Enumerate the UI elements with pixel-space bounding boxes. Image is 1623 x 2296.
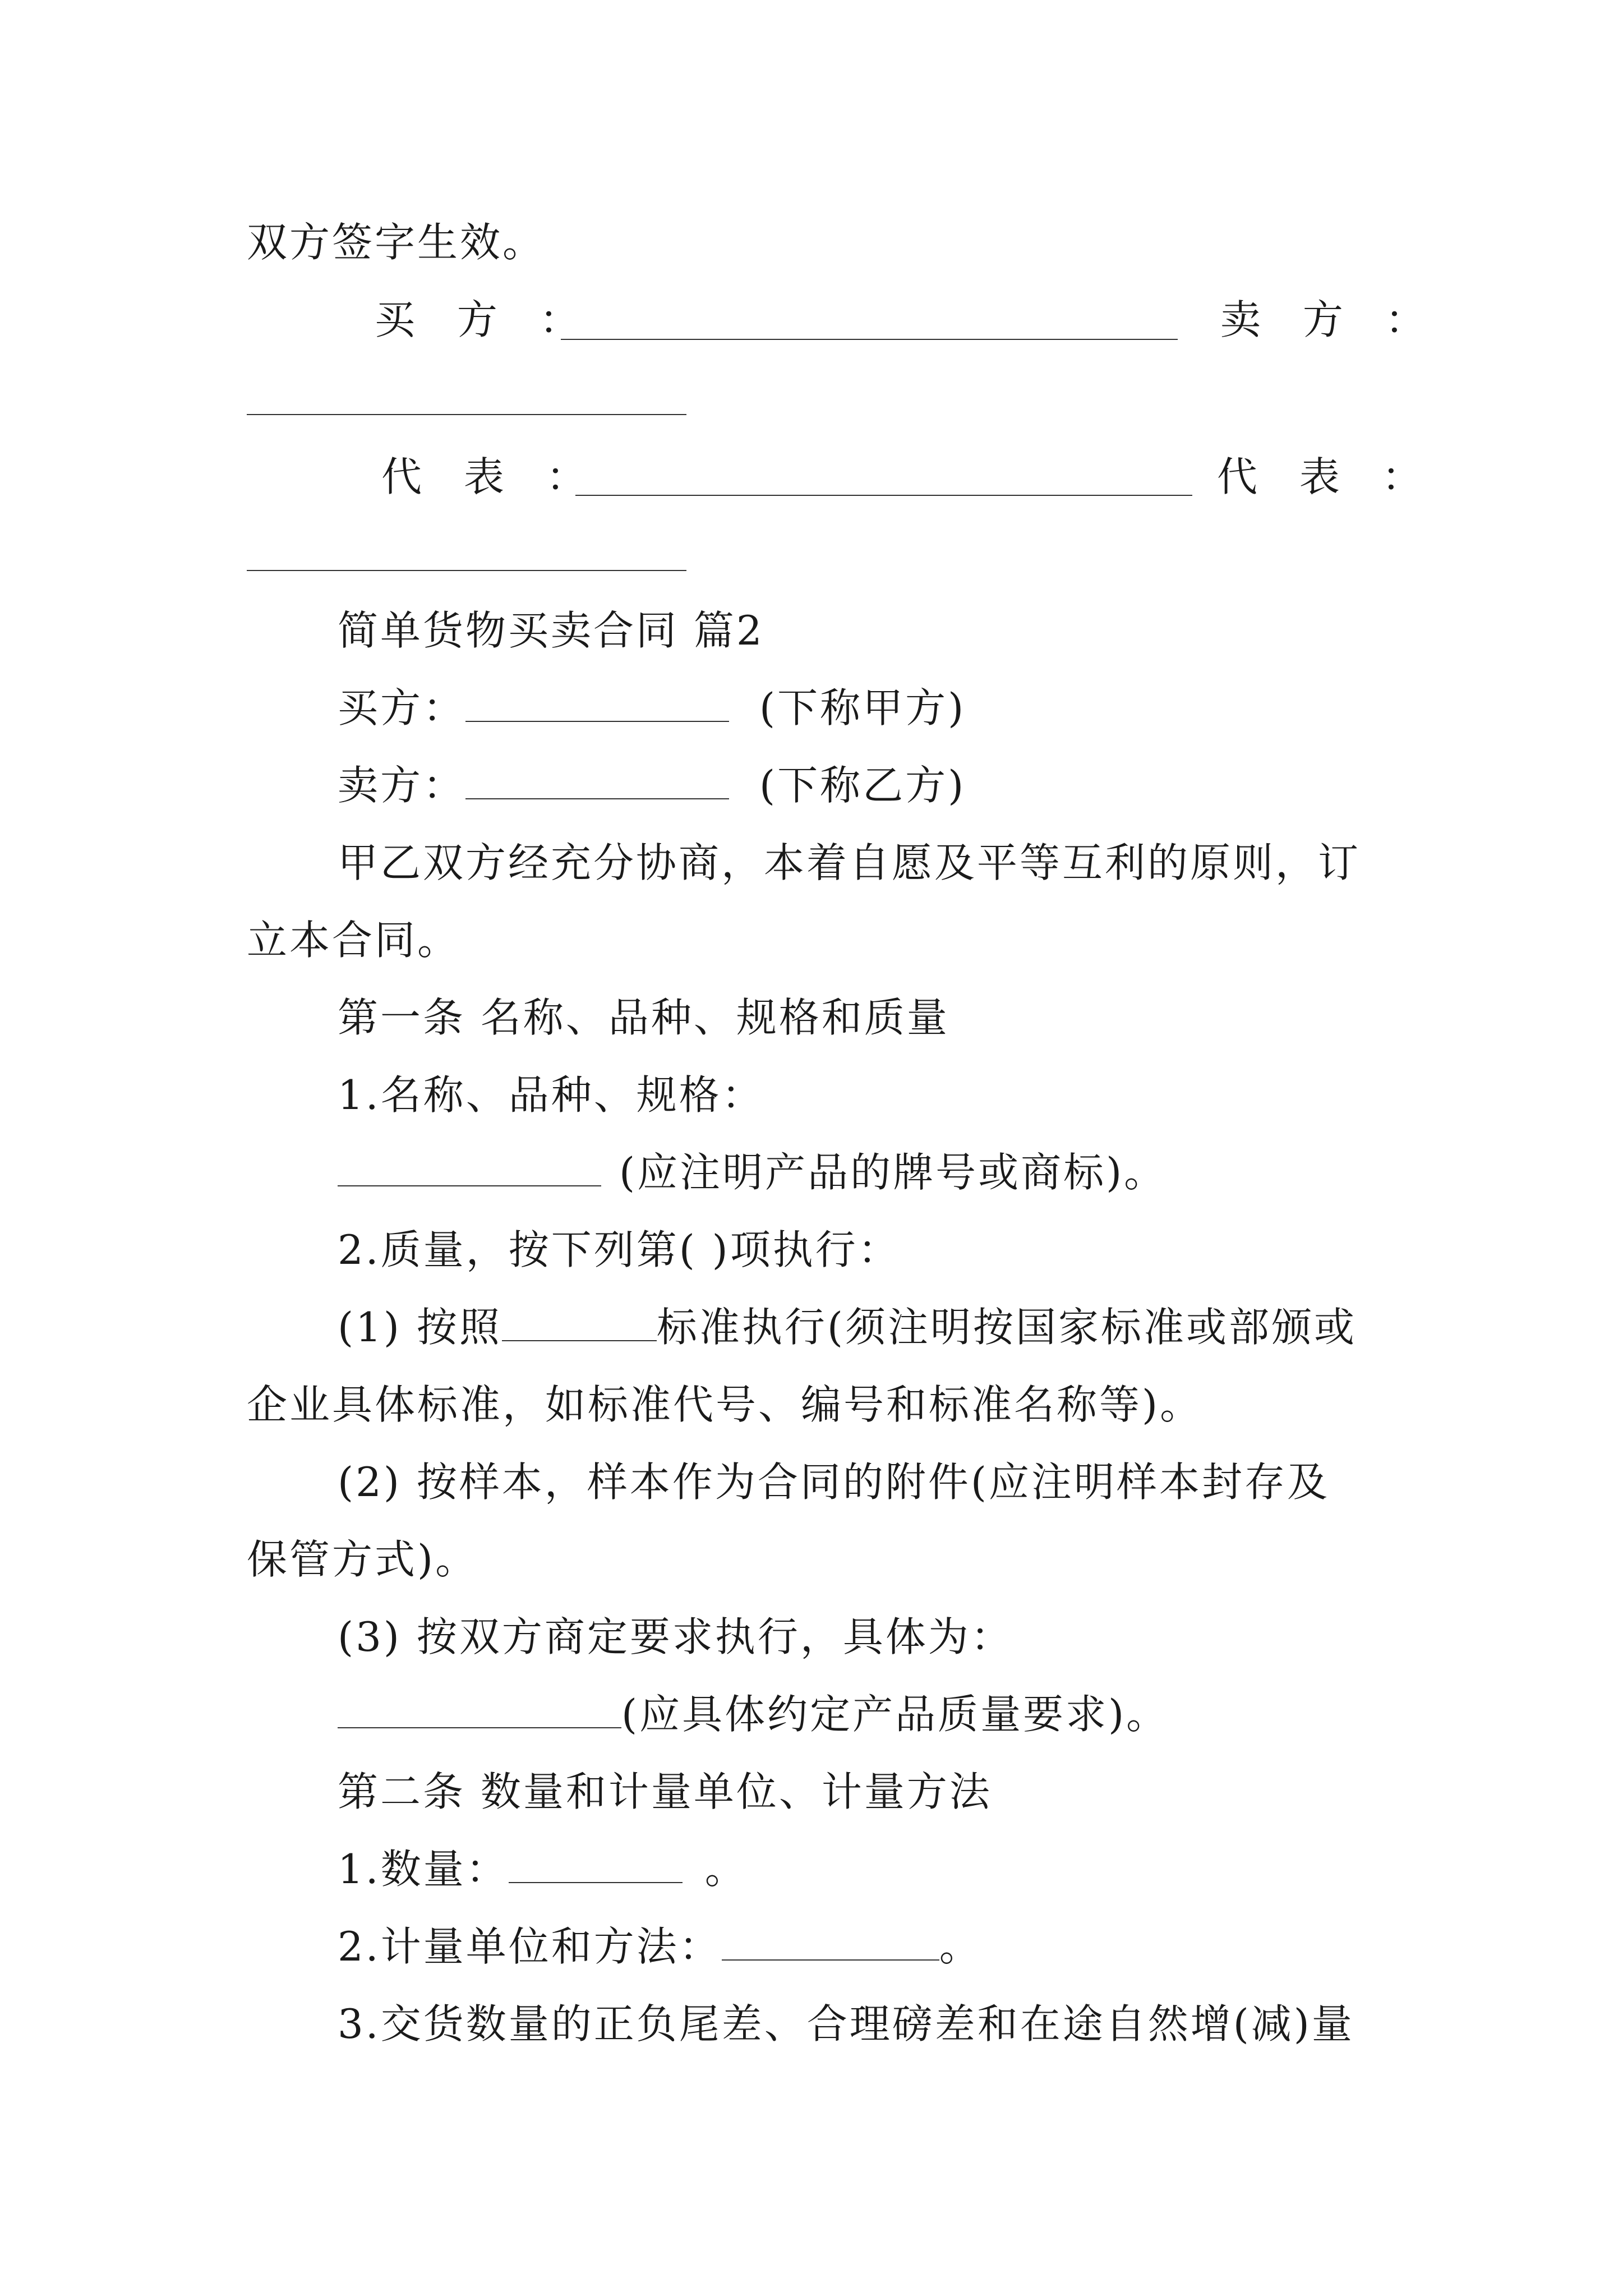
unit-method-end: 。 [939, 1923, 982, 1970]
seller-rep-label-text: 代 表 ： [1217, 453, 1437, 500]
article-2-item-2 [338, 1918, 982, 1975]
standard-blank [502, 1305, 657, 1341]
quality-option-1-cont-text: 企业具体标准，如标准代号、编号和标准名称等)。 [247, 1381, 1203, 1428]
quality-option-3-detail [338, 1686, 1169, 1742]
brand-note: (应注明产品的牌号或商标)。 [619, 1149, 1167, 1196]
quality-option-1-prefix: (1) 按照 [338, 1304, 502, 1351]
buyer-signature-label-text: 买 方 ： [375, 296, 594, 343]
intro-text-1: 甲乙双方经充分协商，本着自愿及平等互利的原则，订 [338, 839, 1361, 886]
seller-rep-blank [247, 570, 686, 571]
party-b-label: 卖方： [338, 762, 466, 809]
article-1-item-1-detail [338, 1144, 1166, 1200]
party-a-blank [465, 686, 729, 722]
article-2-item-1 [338, 1841, 748, 1897]
quality-option-1 [338, 1299, 1357, 1355]
party-a-label: 买方： [338, 684, 466, 731]
buyer-rep-label-text: 代 表 ： [381, 453, 601, 500]
article-1-title-text: 第一条 名称、品种、规格和质量 [338, 994, 949, 1041]
article-2-item-3-text: 3.交货数量的正负尾差、合理磅差和在途自然增(减)量 [338, 2000, 1354, 2047]
intro-text-2: 立本合同。 [247, 917, 460, 964]
party-b-blank [465, 763, 729, 799]
party-b-note: (下称乙方) [759, 762, 966, 809]
party-a-note: (下称甲方) [759, 684, 966, 731]
seller-signature-label [1220, 292, 1440, 348]
intro-line-2 [247, 912, 460, 968]
article-1-item-2 [338, 1222, 901, 1278]
article-1-item-1 [338, 1067, 764, 1123]
article-2-item-3 [338, 1996, 1354, 2052]
buyer-rep-label [381, 449, 601, 505]
brand-blank [338, 1151, 601, 1186]
seller-rep-label [1217, 449, 1437, 505]
sign-effective-line [247, 214, 545, 270]
article-2-title [338, 1764, 992, 1820]
party-b-line [338, 757, 966, 813]
party-a-line [338, 680, 966, 736]
buyer-signature-blank [561, 339, 1178, 340]
article-1-title [338, 990, 949, 1046]
article-2-title-text: 第二条 数量和计量单位、计量方法 [338, 1768, 992, 1815]
buyer-rep-blank [575, 495, 1192, 496]
seller-signature-blank [247, 414, 686, 415]
sign-effective-text: 双方签字生效。 [247, 219, 546, 266]
quantity-blank [509, 1847, 683, 1883]
quality-option-2-cont-text: 保管方式)。 [247, 1536, 478, 1583]
seller-signature-label-text: 卖 方 ： [1220, 296, 1440, 343]
unit-method-blank [722, 1925, 939, 1961]
article-1-item-2-text: 2.质量，按下列第( )项执行： [338, 1226, 901, 1273]
unit-method-label: 2.计量单位和方法： [338, 1923, 722, 1970]
quality-option-2-cont [247, 1531, 478, 1588]
quality-option-3-text: (3) 按双方商定要求执行，具体为： [338, 1613, 1013, 1660]
quality-option-1-suffix: 标准执行(须注明按国家标准或部颁或 [656, 1304, 1357, 1351]
quality-requirement-note: (应具体约定产品质量要求)。 [621, 1691, 1169, 1738]
intro-line-1 [338, 835, 1361, 891]
quantity-end: 。 [704, 1846, 748, 1893]
document-title-text: 简单货物买卖合同 篇2 [338, 607, 764, 654]
quality-option-2-text: (2) 按样本，样本作为合同的附件(应注明样本封存及 [338, 1458, 1330, 1506]
quality-option-3 [338, 1609, 1013, 1665]
document-title [338, 602, 764, 659]
quality-option-1-cont [247, 1377, 1202, 1433]
quality-option-2 [338, 1454, 1330, 1510]
article-1-item-1-text: 1.名称、品种、规格： [338, 1071, 764, 1119]
quality-requirement-blank [338, 1692, 621, 1728]
quantity-label: 1.数量： [338, 1846, 509, 1893]
